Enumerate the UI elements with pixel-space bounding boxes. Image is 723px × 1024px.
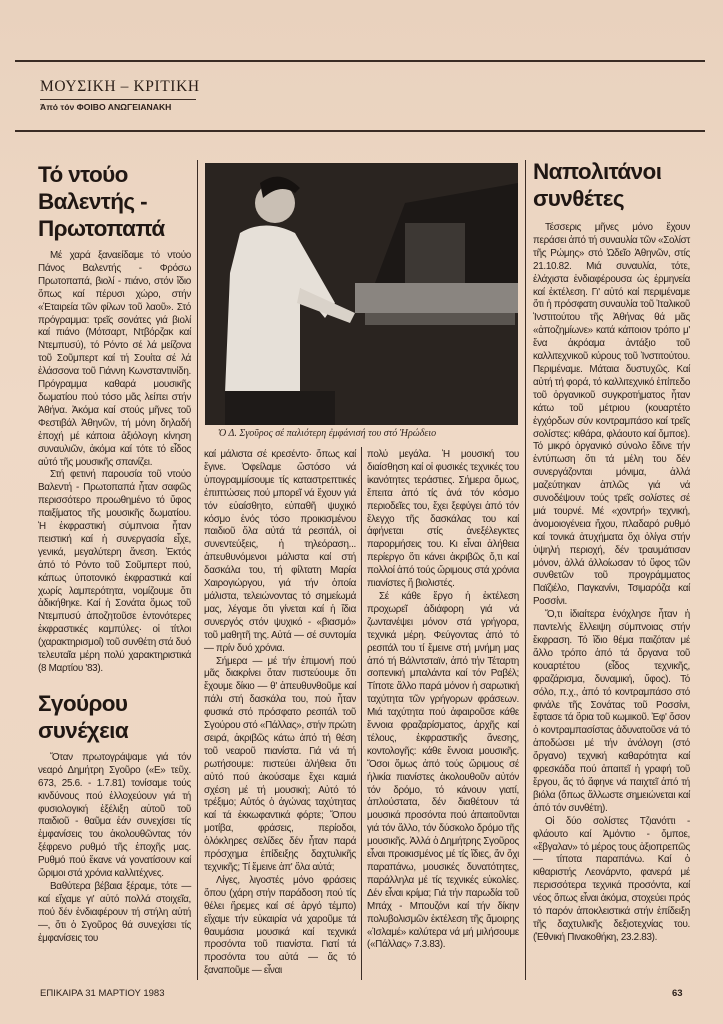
headline-line: συνέχεια (38, 717, 129, 743)
article-sgouros-col2 (204, 449, 356, 978)
paragraph: Ὅ,τι ἰδιαίτερα ἐνόχλησε ἦταν ἡ παντελής ἔλλειψη σύμπνοιας στήν ἔκφραση. Τό ἴδιο θέμα παιζόταν μέ ἄλλο τρόπο ἀπό τά ὄργανα τοῦ κουαρτέτου (εἶδος τεχνικῆς, φραζάρισμα, δυναμική, ὕφος). Τό σόλο, π.χ., ἀπό τό κοντραμπάσο στό φινάλε τῆς Σονάτας τοῦ Ροσσίνι, ἔφτασε τά ὅρια τοῦ κωμικοῦ. Ἐφ' ὅσον ὁ κοντραμπασίστας ἀδυνατοῦσε νά τό ἀποδώσει μέ τήν ἀνάλογη (στό ὄργανο) τεχνική καθαρότητα καί φρεσκάδα πού ἀπαιτεῖ ἡ γραφή τοῦ ἔργου, ἄς τό ἄφηνε νά παιχτεῖ ἀπό τή βιόλα (ὅπως ἄλλωστε σημειώνεται καί ἀπό τόν συνθέτη). (533, 609, 690, 814)
column-divider-right (525, 160, 526, 980)
column-divider-middle (361, 447, 362, 980)
headline-line: Βαλεντής - (38, 189, 148, 214)
headline-line: Σγούρου (38, 690, 128, 716)
headline-line: Ναπολιτάνοι (533, 159, 662, 184)
header-bottom-rule (15, 130, 705, 132)
paragraph: Στή φετινή παρουσία τοῦ ντούο Βαλεντή - Πρωτοπαπά ἦταν σαφῶς περισσότερο προωθημένο τό ὕφος παιξίματος τῆς μουσικῆς δωματίου. Ἡ ἐκφραστική σύμπνοια ἦταν πειστική καί ἡ συνεργασία εἶχε, γενικά, μεγαλύτερη ἄνεση. Ἐκτός ἀπό τό Ρόντο τοῦ Σοῦμπερτ πού, κάπως ὑποτονικό ἐκφραστικά καί χωρίς λαμπερότητα, νομίζουμε ὅτι ἀδικήθηκε. Καί ἡ Σονάτα ὅμως τοῦ Ντεμπυσύ ἀποζητοῦσε ἐντονότερες ἐκφραστικές καμπύλες· οἱ τίτλοι (χαρακτηρισμοί) τοῦ συνθέτη στά δυό τελευταῖα μέρη πολύ χαρακτηριστικά (8 Μαρτίου '83). (38, 469, 191, 674)
pianist-photo (205, 163, 518, 425)
headline-sgouros (38, 690, 191, 744)
headline-napolitan (533, 158, 661, 212)
article-sgouros-col3 (367, 449, 519, 952)
paragraph: καί μάλιστα σέ κρεσέντο· ὅπως καί ἔγινε. Ὀφείλαμε ὥστόσο νά ὑπογραμμίσουμε τίς καταστρεπτικές ἐπιπτώσεις πού μπορεῖ νά ἔχουν γιά τόν εὐαίσθητο, εὐπαθῆ ψυχικό κόσμο ἑνός τόσο προικισμένου παιδιοῦ ὅλα αὐτά τά ρεσιτάλ, οἱ συνεντεύξεις, ἡ τηλεόραση... ἀπευθυνόμενοι μάλιστα καί στή δασκάλα του, τή φίλτατη Μαρία Χαιρογιώργου, γιά τήν ὁποία μάλιστα, τελειώνοντας τό σημείωμά μας, λέγαμε ὅτι γίνεται καί ἡ ἴδια συνεργός στόν ψυχικό - «βιασμό» τοῦ μαθητῆ της. Αὐτά — σέ συντομία — πρίν δυό χρόνια. (204, 449, 356, 654)
paragraph: Τέσσερις μῆνες μόνο ἔχουν περάσει ἀπό τή συναυλία τῶν «Σολίστ τῆς Ρώμης» στό Ὠδεῖο Ἀθηνῶν, στίς 21.10.82. Μιά συναυλία, τότε, ἐλάχιστα ἐνδιαφέρουσα ὡς ἑρμηνεία καί ἐκτέλεση. Γι' αὐτό καί περιμέναμε ὅτι ἡ πρόσφατη συναυλία τοῦ Ἰταλικοῦ Ἰνστιτούτου τῆς Ἀθήνας θά μᾶς «ἀποζημίωνε» κατά κάποιον τρόπο μ' ἕνα ἀκρόαμα ἀντάξιο τοῦ καλλιτεχνικοῦ κύρους τοῦ Ἰνστιτούτου. Περιμέναμε. Μάταια δυστυχῶς. Καί αὐτή τή φορά, τό καλλιτεχνικό ἐπίπεδο τοῦ ὀργανικοῦ συγκροτήματος ἦταν κάτω τοῦ μέτριου (κουαρτέτο ἐγχόρδων σύν κοντραμπάσο καί τρεῖς σολίστες: κιθάρα, φλάουτο καί ὄμποε). Τό μικρό ὀργανικό σύνολο ἔδινε τήν ἐντύπωση ὅτι τά μέλη του δέν συνεργάζονται μόνιμα, ἀλλά μαζεύτηκαν ἁπλῶς γιά νά συνοδέψουν τούς τρεῖς σολίστες σέ μιά τουρνέ. Μέ «χοντρή» τεχνική, ἀνομοιογένεια ἤχου, πλαδαρό ρυθμό καί τονικά ἀτυχήματα ὄχι ὀλίγα στήν ὑψηλή περιοχή, δέν τραυμάτισαν μόνον, ἀλλά ἀλλοίωσαν τό ὕφος τῶν συνθετῶν τοῦ προγράμματος Παϊζιέλο, Παγκανίνι, Τσιμαρόζα καί Ροσσίνι. (533, 222, 691, 608)
headline-duo (38, 161, 191, 242)
paragraph: Λίγες, λιγοστές μόνο φράσεις ὅπου (χάρη στήν παράδοση πού τίς θέλει ἤρεμες καί σέ ἀργό τέμπο) εἴχαμε τήν εὐκαιρία νά χαροῦμε τά θαυμάσια μουσικά καί τεχνικά προσόντα τοῦ πιανίστα. Γιατί τά προσόντα του αὐτά — ἄς τό ξαναποῦμε — εἶναι (204, 874, 356, 977)
top-rule (15, 60, 705, 62)
header-underline (40, 99, 196, 100)
paragraph: Βαθύτερα βέβαια ξέραμε, τότε — καί εἴχαμε γι' αὐτό πολλά στοιχεῖα, πού δέν ἐνδιαφέρουν τή στήλη αὐτή —, ὅτι ὁ Σγοῦρος θά συνεχίσει τίς ἐμφανίσεις του (38, 880, 191, 944)
pianist-photo-image (205, 163, 518, 425)
paragraph: πολύ μεγάλα. Ἡ μουσική του διαίσθηση καί οἱ φυσικές τεχνικές του ἱκανότητες τεράστιες. Σήμερα ὅμως, ἔπειτα ἀπό τίς ἀνά τόν κόσμο περιοδεῖες του, ἔχει ξεφύγει ἀπό τόν ἔλεγχο τῆς δασκάλας του καί ἀφήνεται στίς ἀνεξέλεγκτες παρορμήσεις του. Κι εἶναι ἀλήθεια περίεργο ὅτι κάνει ἀκριβῶς ὅ,τι καί πολλοί ἀπό τούς ὥριμους στά χρόνια πιανίστες ἤ βιολιστές. (367, 449, 519, 590)
byline: Ἀπό τόν ΦΟΙΒΟ ΑΝΩΓΕΙΑΝΑΚΗ (40, 102, 172, 112)
article-napolitan-body (533, 222, 690, 945)
paragraph: Σήμερα — μέ τήν ἐπιμονή πού μᾶς διακρίνει ὅταν πιστεύουμε ὅτι ἔχουμε δίκιο — θ' ἀπευθυνθοῦμε καί πάλι στή δασκάλα του, πού ἦταν φυσικά στό πρόσφατο ρεσιτάλ τοῦ Σγούρου στό «Πάλλας», στήν πρώτη σειρά, ἀκριβῶς κάτω ἀπό τή θέση τοῦ νεαροῦ πιανίστα. Γιά νά τή ρωτήσουμε: πιστεύει ἀλήθεια ὅτι αὐτό πού ἀκούσαμε ἔχει καμιά σχέση μέ τή μουσική; Αὐτό τό τρέξιμο; Αὐτός ὁ ἀγώνας ταχύτητας καί τά ἐκκωφαντικά φόρτε; Ὅπου μοτίβα, φράσεις, περίοδοι, ὁλόκληρες σελίδες δέν ἦταν παρά πρόσχημα ἐπίδειξης δαχτυλικῆς τεχνικῆς; Τί ἔμεινε ἀπ' ὅλα αὐτά; (204, 655, 356, 873)
paragraph: Ὅταν πρωτογράψαμε γιά τόν νεαρό Δημήτρη Σγοῦρο («Ε» τεῦχ. 673, 25.6. - 1.7.81) τονίσαμε τούς κινδύνους πού ἐλλοχεύουν γιά τή φυσιολογική ἐξέλιξη αὐτοῦ τοῦ παιδιοῦ - θαῦμα ἐάν συνεχίσει τίς ἐμφανίσεις του ἀκολουθῶντας τόν ξέφρενο ρυθμό τῆς ἐποχῆς μας. Ρυθμό πού ἔκανε νά γονατίσουν καί ὥριμοι στά χρόνια καλλιτέχνες. (38, 751, 191, 880)
headline-line: συνθέτες (533, 186, 624, 211)
headline-line: Πρωτοπαπά (38, 216, 165, 241)
footer-publication-date: ΕΠΙΚΑΙΡΑ 31 ΜΑΡΤΙΟΥ 1983 (40, 988, 165, 999)
section-title: ΜΟΥΣΙΚΗ – ΚΡΙΤΙΚΗ (40, 78, 200, 95)
paragraph: Μέ χαρά ξαναείδαμε τό ντούο Πάνος Βαλεντής - Φρόσω Πρωτοπαπά, βιολί - πιάνο, στόν ἴδιο ὅπως καί πέρυσι χώρο, στήν «Ἑταιρεία τῶν φίλων τοῦ λαοῦ». Στό πρόγραμμα: τρεῖς σονάτες γιά βιολί καί πιάνο (Μότσαρτ, Ντβόρζακ καί Ντεμπυσύ), τό Ρόντο σέ λά μείζονα τοῦ Σοῦμπερτ καί τή Σουίτα σέ λά ἐλάσσονα τοῦ Γιάννη Κωνσταντινίδη. Πρόγραμμα καθαρά μουσικῆς δωματίου πού τόσο μᾶς λείπει στήν Ἀθήνα. Ἀκόμα καί στούς μῆνες τοῦ Φεστιβάλ Ἀθηνῶν, τή μόνη δηλαδή ἐποχή μέ κάποια ἀξιόλογη κίνηση συναυλιῶν, ἀκόμα καί τότε τό εἶδος αὐτό τῆς μουσικῆς σπανίζει. (38, 250, 191, 468)
photo-caption: Ὁ Δ. Σγοῦρος σέ παλιότερη ἐμφάνισή του στό Ἡρώδειο (218, 428, 437, 439)
paragraph: Σέ κάθε ἔργο ἡ ἐκτέλεση προχωρεῖ ἀδιάφορη γιά νά ζωντανέψει μόνον στά γρήγορα, τεχνικά μέρη. Φεύγοντας ἀπό τό ρεσιτάλ του τί ἔμεινε στή μνήμη μας ἀπό τή Βάλντσταϊν, ἀπό τήν Τέταρτη σοπενική μπαλάντα καί τόν Ραβέλ; Τίποτε ἄλλο παρά μόνον ἡ σαρωτική ταχύτητα τῶν γρήγορων φράσεων. Μιά ταχύτητα πού ἀφαιροῦσε κάθε ἔννοια φραζαρίσματος, ἀρχῆς καί τέλους, ἐκφραστικῆς ἄνεσης, κοντολογῆς: κάθε ἔννοια μουσικῆς. Ὅσοι ὅμως ἀπό τούς ὥριμους σέ ἡλικία πιανίστες ἀκολουθοῦν αὐτόν τόν δρόμο, τό κάνουν γιατί, ἁπλούστατα, δέν διαθέτουν τά μουσικά προσόντα πού ἀπαιτοῦνται γιά τόν ἄλλο, τόν δύσκολο δρόμο τῆς μουσικῆς. Ἀλλά ὁ Δημήτρης Σγοῦρος εἶναι προικισμένος μέ τίς ἴδιες, ἄν ὄχι παραπάνω, μουσικές δυνατότητες, παράλληλα μέ τίς τεχνικές εὐκολίες. Δέν εἶναι κρίμα; Γιά τήν παρωδία τοῦ Μπάχ - Μπουζόνι καί τήν δίκην πολυβολισμῶν ἐκτέλεση τῆς ἄμοιρης «Ἰσλαμέ» καλύτερα νά μή μιλήσουμε («Πάλλας» 7.3.83). (367, 590, 519, 951)
left-column (38, 161, 191, 946)
column-divider-left (197, 160, 198, 980)
article-duo-body (38, 250, 191, 676)
page-number: 63 (672, 988, 683, 999)
paragraph: Οἱ δύο σολίστες Τζιανόττι - φλάουτο καί Ἀμόντιο - ὄμποε, «ἔβγαλαν» τό μέρος τους ἀξιοπρεπῶς — τίποτα παραπάνω. Καί ὁ κιθαριστής Λεονάρντο, φανερά μέ περισσότερα τεχνικά προσόντα, καί νέος ὅπως εἶναι ἀκόμα, στοχεύει πρός τό παρόν ἀποκλειστικά στήν ἐπίδειξη τῆς δαχτυλικῆς δεξιοτεχνίας του. (Ἐθνική Πινακοθήκη, 23.2.83). (533, 815, 690, 943)
article-sgouros-col1 (38, 752, 191, 946)
headline-line: Τό ντούο (38, 162, 128, 187)
